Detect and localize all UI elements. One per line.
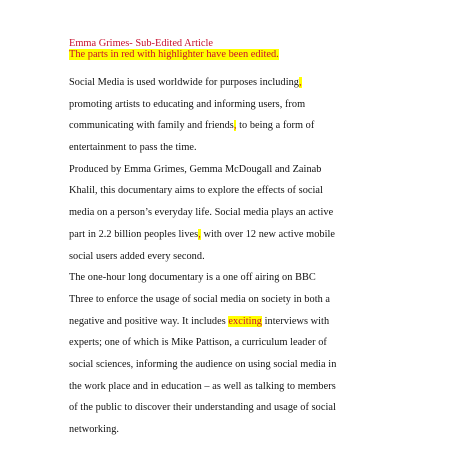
text-line-2: promoting artists to educating and informing users, from <box>69 98 306 110</box>
text-line-17: networking. <box>69 424 120 435</box>
edit-note-highlight: The parts in red with highlighter have been edited. <box>69 49 279 60</box>
edited-word: exciting <box>228 315 262 327</box>
text-line-8: part in 2.2 billion peoples lives, with over 12 new active mobile <box>69 228 336 240</box>
article-body <box>69 72 439 441</box>
text-line-10: The one-hour long documentary is a one off airing on BBC <box>69 272 316 284</box>
article-title: Emma Grimes- Sub-Edited Article <box>69 38 213 49</box>
text-line-14: social sciences, informing the audience on using social media in <box>69 358 337 370</box>
edited-mark: , <box>233 120 237 132</box>
edited-mark: , <box>299 77 302 88</box>
text-line-13: experts; one of which is Mike Pattison, a curriculum leader of <box>69 337 327 349</box>
text-line-16: of the public to discover their understanding and usage of social <box>69 402 336 414</box>
text-line-3: communicating with family and friends, to being a form of <box>69 120 315 132</box>
text-line-1: Social Media is used worldwide for purposes including, <box>69 77 302 88</box>
text-line-9: social users added every second. <box>69 250 205 262</box>
text-line-12: negative and positive way. It includes exciting interviews with <box>69 315 330 327</box>
text-line-15: the work place and in education – as well as talking to members <box>69 380 336 392</box>
document-page <box>69 38 439 441</box>
edited-mark: , <box>198 228 201 240</box>
text-line-11: Three to enforce the usage of social media on society in both a <box>69 293 331 305</box>
text-line-6: Khalil, this documentary aims to explore the effects of social <box>69 185 323 197</box>
text-line-5: Produced by Emma Grimes, Gemma McDougall and Zainab <box>69 163 322 175</box>
edit-note <box>69 49 439 60</box>
text-line-4: entertainment to pass the time. <box>69 142 197 154</box>
text-line-7: media on a person’s everyday life. Social media plays an active <box>69 207 334 219</box>
